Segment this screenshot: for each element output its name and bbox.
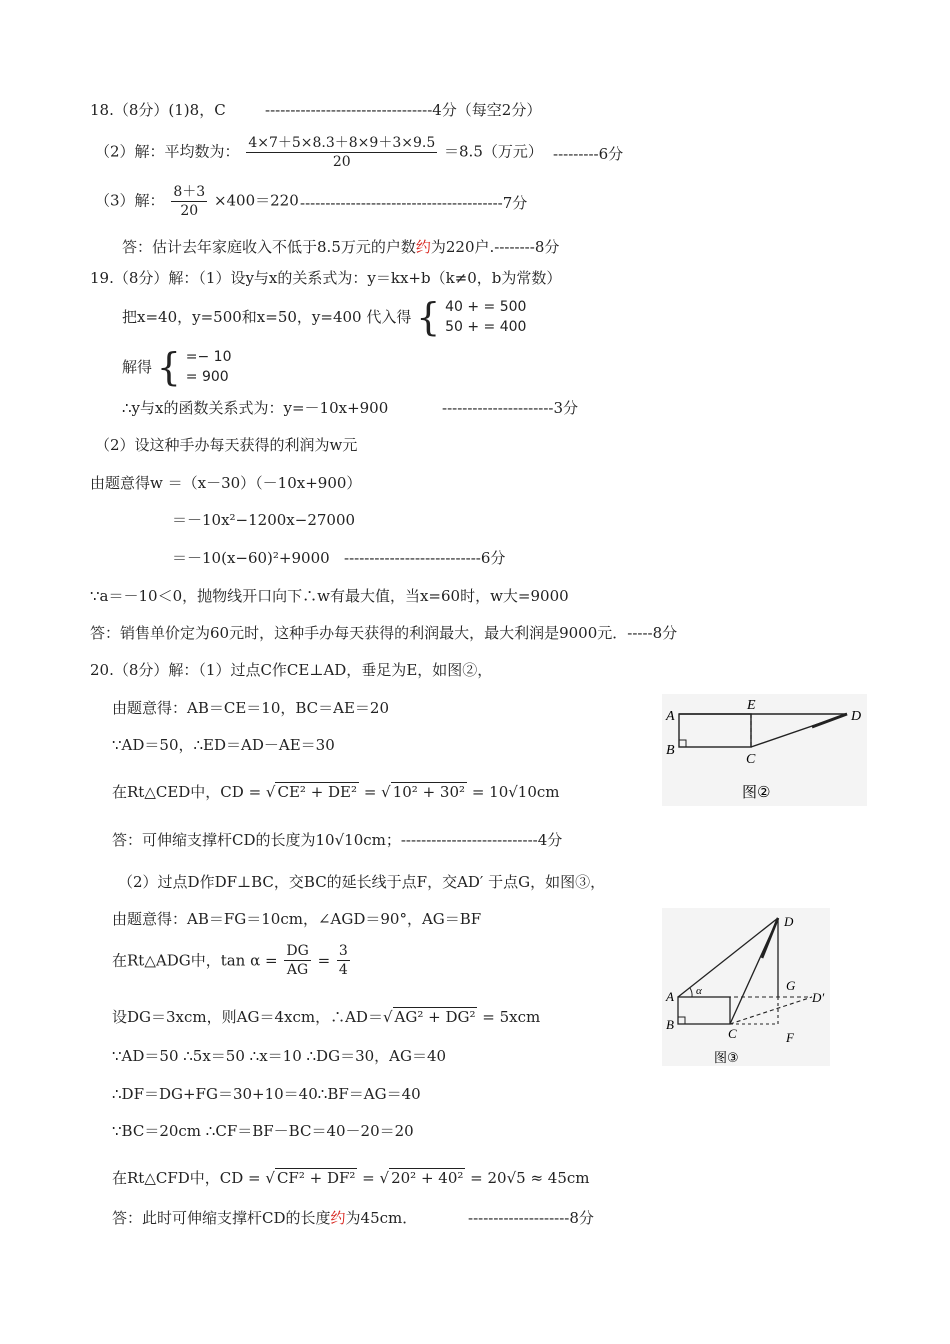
fig3-label-b: B: [666, 1017, 674, 1032]
fig3-rect: [678, 997, 730, 1024]
q18-part2: （2）解：平均数为： $\frac{4\times 7+5\times 8.3+8\times 9+3\times 9.5}{20}$ ＝8.5（万元）: [95, 135, 543, 170]
fig2-caption: 图②: [742, 783, 771, 801]
q19-profit-eq-1: 由题意得w ＝（x－30）（－10x+900）: [90, 474, 362, 492]
q19-function: ∴y与x的函数关系式为：y=－10x+900: [122, 399, 389, 417]
fig3-label-a: A: [666, 989, 674, 1004]
q20-set-variable: 设DG＝3xcm，则AG＝4xcm，∴AD＝√ AG² + DG² = 5xcm: [112, 1008, 541, 1026]
q20-solve-x: ∵AD＝50 ∴5x＝50 ∴x＝10 ∴DG＝30，AG＝40: [112, 1047, 447, 1065]
fig3-label-g: G: [786, 978, 796, 993]
fig3-label-c: C: [728, 1026, 737, 1041]
q19-score-2: ---------------------------6分: [344, 549, 506, 567]
fig3-label-f: F: [786, 1030, 794, 1045]
fig3-label-d-prime: D′: [812, 990, 825, 1005]
fig2-label-c: C: [746, 752, 756, 767]
q19-score-1: ----------------------3分: [442, 399, 579, 417]
q18-answer: 答：估计去年家庭收入不低于8.5万元的户数约为220户.--------8分: [122, 238, 560, 256]
q20-cf: ∵BC＝20cm ∴CF＝BF－BC＝40－20＝20: [112, 1122, 414, 1140]
fig2-label-d: D: [851, 709, 862, 724]
fig3-caption: 图③: [714, 1051, 739, 1066]
q20-tangent: 在Rt△ADG中，tan α = $\frac{DG}{AG}$ = $\frac{3}{4}$: [112, 943, 348, 978]
figure-2: [662, 694, 867, 806]
fig2-cd-thick: [812, 714, 847, 727]
q19-profit-eq-3: ＝－10(x−60)²+9000: [172, 549, 330, 567]
fig3-angle-arc: [690, 988, 692, 997]
q19-part2: （2）设这种手办每天获得的利润为w元: [95, 436, 358, 454]
q19-profit-eq-2: ＝－10x²−1200x−27000: [172, 511, 356, 529]
fig3-label-alpha: α: [696, 985, 702, 997]
q18-score-3: ----------------------------------------7分: [300, 194, 528, 212]
figure-3: [662, 908, 830, 1066]
q18-ratio-fraction: $\frac{8+3}{20}$: [173, 184, 206, 219]
q19-answer: 答：销售单价定为60元时，这种手办每天获得的利润最大，最大利润是9000元．-----8分: [90, 624, 678, 642]
q20-given-1: 由题意得：AB＝CE＝10，BC＝AE＝20: [112, 699, 390, 717]
figure-3-diagram: [662, 908, 830, 1066]
fig2-label-a: A: [666, 709, 675, 724]
fig2-label-e: E: [747, 698, 756, 713]
q20-df: ∴DF＝DG+FG＝30+10＝40∴BF＝AG＝40: [112, 1085, 421, 1103]
q20-given-2: ∵AD＝50，∴ED＝AD－AE＝30: [112, 736, 335, 754]
fig2-rect: [679, 714, 751, 747]
q20-part2: （2）过点D作DF⊥BC，交BC的延长线于点F，交AD′ 于点G，如图③，: [118, 873, 606, 891]
q19-substitution: 把x=40，y=500和x=50，y=400 代入得 { 40 + = 500 50 + = 400: [122, 295, 527, 339]
q19-condition: ∵a＝－10＜0，抛物线开口向下∴w有最大值，当x=60时，w大=9000: [90, 587, 569, 605]
fig3-label-d: D: [784, 914, 794, 929]
figure-2-diagram: [662, 694, 867, 806]
q18-average-fraction: $\frac{4\times 7+5\times 8.3+8\times 9+3\times 9.5}{20}$: [248, 135, 436, 170]
q20-score-2: --------------------8分: [468, 1209, 594, 1227]
q20-cd-calc-2: 在Rt△CFD中，CD = √ CF² + DF² = √ 20² + 40² = 20√5 ≈ 45cm: [112, 1169, 590, 1187]
q20-heading: 20.（8分）解：（1）过点C作CE⊥AD，垂足为E，如图②，: [90, 661, 493, 679]
fig3-right-angle: [678, 1017, 685, 1024]
q18-part3: （3）解： $\frac{8+3}{20}$ ×400＝220: [95, 184, 299, 219]
q20-answer-1: 答：可伸缩支撑杆CD的长度为10√10cm；---------------------------4分: [112, 831, 563, 849]
q19-heading: 19.（8分）解：（1）设y与x的关系式为：y＝kx+b（k≠0，b为常数）: [90, 269, 562, 287]
fig2-label-b: B: [666, 743, 675, 758]
fig2-right-angle: [679, 740, 686, 747]
q20-cd-calc-1: 在Rt△CED中，CD = √ CE² + DE² = √ 10² + 30² = 10√10cm: [112, 783, 560, 801]
q18-score-2: ---------6分: [553, 145, 624, 163]
q18-score-1: ---------------------------------4分（每空2分）: [265, 101, 542, 119]
q20-answer-2: 答：此时可伸缩支撑杆CD的长度约为45cm．: [112, 1209, 418, 1227]
q20-given-3: 由题意得：AB＝FG＝10cm，∠AGD＝90°，AG＝BF: [112, 910, 482, 928]
q18-heading: 18.（8分）(1)8，C: [90, 101, 226, 119]
fig3-cd-prime: [730, 997, 812, 1024]
q19-solution: 解得 { =− 10 = 900: [122, 345, 232, 389]
